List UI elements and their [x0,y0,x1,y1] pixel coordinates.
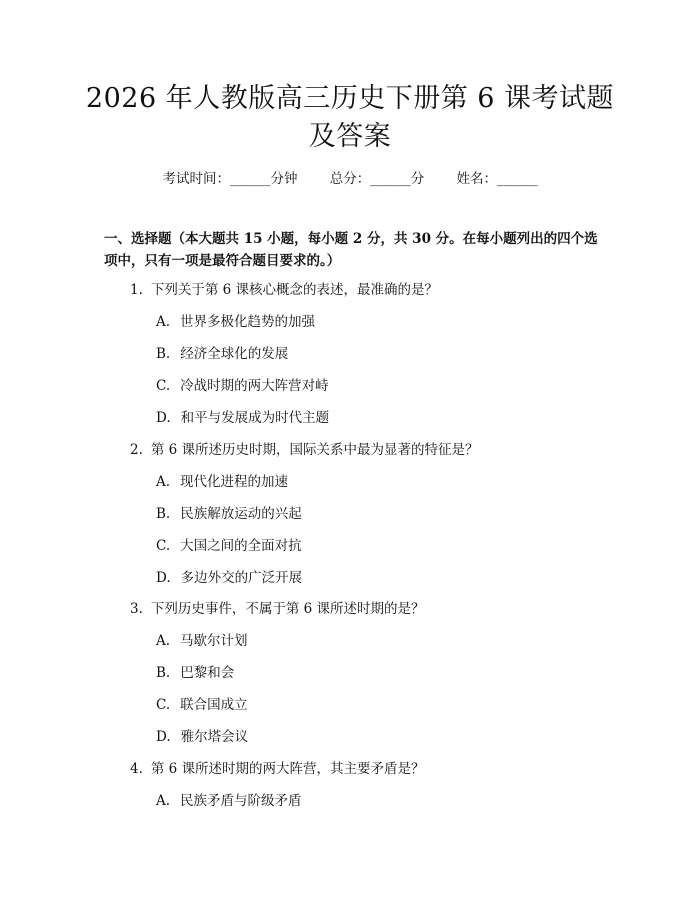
option-letter: A. [156,474,171,490]
option-text: 联合国成立 [180,697,248,713]
question-1-option-b [156,345,288,363]
question-2 [130,441,479,459]
question-text: 第 6 课所述时期的两大阵营，其主要矛盾是？ [150,761,425,777]
option-letter: B. [156,506,171,522]
option-text: 雅尔塔会议 [180,729,249,745]
question-1-option-a [156,313,315,331]
question-1-option-d [156,409,329,427]
section-heading: 一、选择题（本大题共 15 小题，每小题 2 分，共 30 分。在每小题列出的四个选项中，只有一项是最符合题目要求的。） [104,231,598,269]
question-1 [130,281,438,299]
question-number: 3. [130,601,143,617]
option-text: 民族矛盾与阶级矛盾 [180,793,302,809]
option-text: 大国之间的全面对抗 [180,538,302,554]
exam-time-field: 考试时间：______分钟 [162,171,298,187]
question-3 [130,600,425,618]
question-number: 2. [130,442,143,458]
option-letter: D. [156,410,171,426]
question-text: 第 6 课所述历史时期，国际关系中最为显著的特征是？ [150,442,479,458]
option-letter: C. [156,538,171,554]
option-text: 冷战时期的两大阵营对峙 [180,378,329,394]
question-3-option-c [156,696,248,714]
question-2-option-b [156,505,302,523]
option-text: 现代化进程的加速 [180,474,289,490]
question-4-option-a [156,792,302,810]
option-letter: B. [156,346,171,362]
question-1-option-c [156,377,329,395]
question-text: 下列关于第 6 课核心概念的表述，最准确的是？ [150,282,439,298]
option-letter: C. [156,697,171,713]
option-letter: A. [156,314,171,330]
question-number: 4. [130,761,143,777]
option-letter: B. [156,665,171,681]
student-name-field: 姓名：______ [456,171,538,187]
total-score-field: 总分：______分 [329,171,425,187]
question-2-option-a [156,473,288,491]
question-text: 下列历史事件，不属于第 6 课所述时期的是？ [150,601,425,617]
question-3-option-d [156,728,248,746]
question-4 [130,760,425,778]
option-text: 民族解放运动的兴起 [180,506,302,522]
option-letter: D. [156,570,171,586]
exam-info-line [0,170,700,188]
option-letter: A. [156,633,171,649]
question-2-option-c [156,537,302,555]
option-text: 巴黎和会 [180,665,235,681]
option-text: 马歇尔计划 [180,633,248,649]
question-3-option-a [156,632,248,650]
option-text: 经济全球化的发展 [180,346,289,362]
option-letter: A. [156,793,171,809]
option-text: 多边外交的广泛开展 [180,570,303,586]
page-title: 2026 年人教版高三历史下册第 6 课考试题及答案 [85,83,615,152]
option-text: 世界多极化趋势的加强 [180,314,316,330]
option-letter: C. [156,378,171,394]
question-2-option-d [156,569,302,587]
option-text: 和平与发展成为时代主题 [180,410,330,426]
option-letter: D. [156,729,171,745]
question-3-option-b [156,664,234,682]
question-number: 1. [130,282,143,298]
